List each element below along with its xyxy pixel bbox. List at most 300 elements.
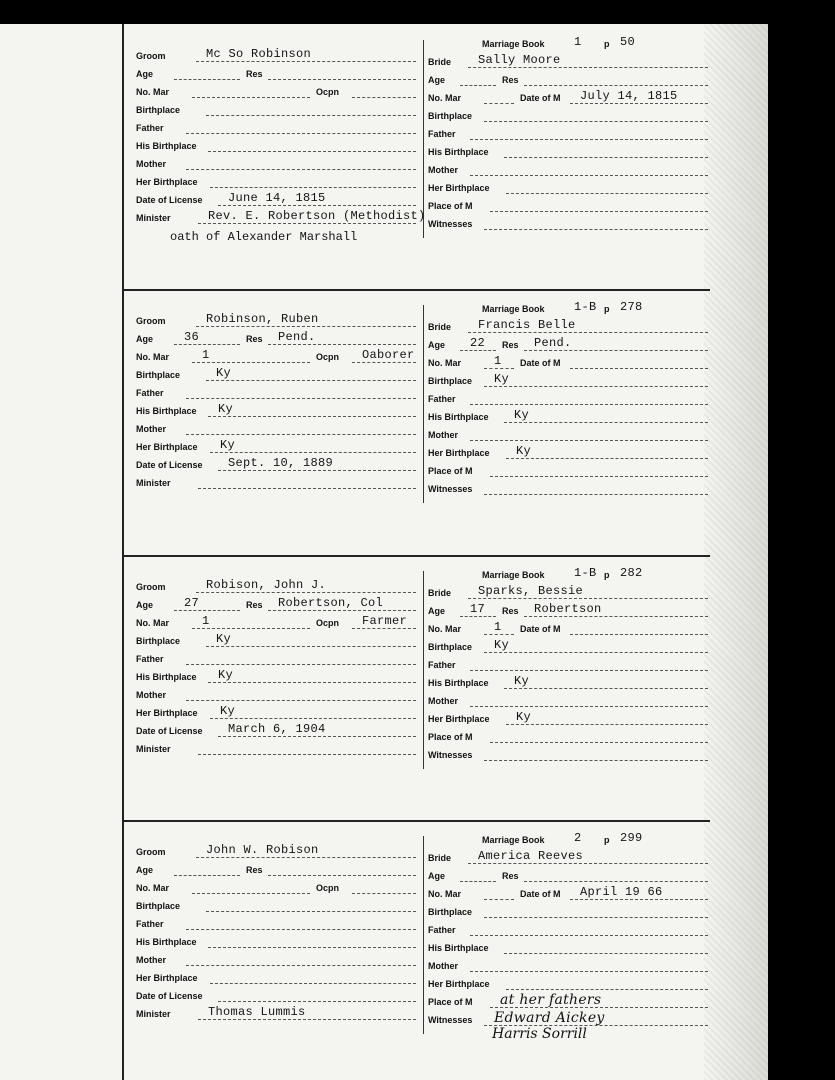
bride-witnesses-rule: [484, 229, 708, 230]
groom-father-rule: [186, 929, 416, 930]
groom-date-of-license-label: Date of License: [136, 460, 203, 470]
bride-her-birthplace-rule: [506, 193, 708, 194]
column-divider: [423, 305, 424, 503]
bride-age-field: [428, 72, 496, 89]
marriage-record-card: [0, 289, 768, 554]
groom-groom-value: Mc So Robinson: [206, 47, 312, 61]
bride-his-birthplace-label: His Birthplace: [428, 943, 489, 953]
groom-minister-field: [136, 209, 426, 227]
bride-bride-field: [428, 54, 708, 71]
bride-father-label: Father: [428, 129, 456, 139]
bride-his-birthplace-value: Ky: [514, 408, 530, 422]
bride-witnesses-rule: [484, 494, 708, 495]
bride-date-of-m-label: Date of M: [520, 358, 561, 368]
groom-mother-field: [136, 156, 416, 173]
bride-witnesses-label: Witnesses: [428, 484, 473, 494]
groom-mother-label: Mother: [136, 690, 166, 700]
groom-res-rule: [268, 79, 416, 80]
groom-date-of-license-label: Date of License: [136, 991, 203, 1001]
groom-mother-rule: [186, 700, 416, 701]
groom-ocpn-label: Ocpn: [316, 352, 340, 362]
bride-her-birthplace-rule: [506, 458, 708, 459]
groom-her-birthplace-field: [136, 705, 416, 722]
bride-no-mar-field: [428, 621, 514, 638]
marriage-book-label: Marriage Book: [482, 570, 545, 580]
bride-birthplace-label: Birthplace: [428, 907, 473, 917]
bride-place-of-m-rule: [490, 211, 708, 212]
groom-minister-field: [136, 741, 416, 758]
bride-birthplace-label: Birthplace: [428, 111, 473, 121]
bride-res-label: Res: [502, 75, 519, 85]
bride-bride-label: Bride: [428, 853, 452, 863]
groom-no-mar-field: [136, 349, 310, 366]
page-value: 278: [620, 300, 643, 314]
groom-father-field: [136, 120, 416, 137]
groom-no-mar-rule: [192, 362, 310, 363]
bride-no-mar-label: No. Mar: [428, 358, 462, 368]
groom-her-birthplace-value: Ky: [220, 438, 236, 452]
bride-place-of-m-label: Place of M: [428, 201, 473, 211]
groom-his-birthplace-value: Ky: [218, 668, 234, 682]
groom-age-label: Age: [136, 600, 154, 610]
groom-birthplace-value: Ky: [216, 366, 232, 380]
bride-father-label: Father: [428, 660, 456, 670]
bride-no-mar-label: No. Mar: [428, 889, 462, 899]
groom-no-mar-rule: [192, 628, 310, 629]
groom-mother-label: Mother: [136, 159, 166, 169]
groom-res-label: Res: [246, 69, 263, 79]
bride-date-of-m-field: [520, 355, 708, 372]
groom-minister-value: Rev. E. Robertson (Methodist): [208, 209, 426, 223]
groom-age-value: 27: [184, 596, 200, 610]
groom-age-label: Age: [136, 865, 154, 875]
bride-witnesses-value: Edward Aickey: [494, 1010, 605, 1026]
marriage-book-label: Marriage Book: [482, 39, 545, 49]
bride-age-field: [428, 868, 496, 885]
card-divider: [122, 289, 710, 291]
groom-her-birthplace-field: [136, 439, 416, 456]
bride-bride-field: [428, 585, 708, 602]
bride-her-birthplace-label: Her Birthplace: [428, 979, 490, 989]
bride-bride-field: [428, 319, 708, 336]
bride-her-birthplace-field: [428, 711, 708, 728]
bride-witnesses-rule: [484, 760, 708, 761]
bride-his-birthplace-value: Ky: [514, 674, 530, 688]
card-divider: [122, 555, 710, 557]
groom-birthplace-rule: [206, 380, 416, 381]
groom-father-rule: [186, 398, 416, 399]
bride-bride-field: [428, 850, 708, 867]
page-value: 282: [620, 566, 643, 580]
groom-father-field: [136, 651, 416, 668]
bride-her-birthplace-label: Her Birthplace: [428, 714, 490, 724]
groom-age-rule: [174, 875, 240, 876]
bride-date-of-m-value: July 14, 1815: [580, 89, 678, 103]
bride-age-label: Age: [428, 871, 446, 881]
bride-date-of-m-rule: [570, 634, 708, 635]
groom-his-birthplace-rule: [208, 151, 416, 152]
groom-date-of-license-field: [136, 723, 416, 740]
groom-her-birthplace-label: Her Birthplace: [136, 442, 198, 452]
bride-father-label: Father: [428, 925, 456, 935]
groom-date-of-license-field: [136, 192, 416, 209]
bride-her-birthplace-label: Her Birthplace: [428, 183, 490, 193]
bride-her-birthplace-field: [428, 180, 708, 197]
bride-res-field: [502, 603, 708, 620]
groom-his-birthplace-rule: [208, 947, 416, 948]
groom-res-label: Res: [246, 600, 263, 610]
bride-bride-label: Bride: [428, 322, 452, 332]
groom-birthplace-rule: [206, 911, 416, 912]
groom-groom-label: Groom: [136, 316, 166, 326]
bride-his-birthplace-field: [428, 409, 708, 426]
bride-res-label: Res: [502, 871, 519, 881]
groom-groom-field: [136, 48, 416, 65]
bride-age-value: 22: [470, 336, 486, 350]
groom-no-mar-rule: [192, 893, 310, 894]
bride-his-birthplace-label: His Birthplace: [428, 678, 489, 688]
groom-his-birthplace-label: His Birthplace: [136, 406, 197, 416]
bride-res-field: [502, 868, 708, 885]
bride-his-birthplace-rule: [504, 688, 708, 689]
bride-no-mar-rule: [484, 103, 514, 104]
bride-age-field: [428, 337, 496, 354]
groom-groom-label: Groom: [136, 847, 166, 857]
bride-mother-label: Mother: [428, 961, 458, 971]
groom-age-field: [136, 331, 240, 348]
groom-her-birthplace-field: [136, 970, 416, 987]
groom-age-value: 36: [184, 330, 200, 344]
bride-bride-label: Bride: [428, 57, 452, 67]
bride-his-birthplace-field: [428, 940, 708, 957]
bride-place-of-m-field: [428, 729, 708, 746]
bride-birthplace-rule: [484, 121, 708, 122]
marriage-book-label: Marriage Book: [482, 835, 545, 845]
groom-minister-field: [136, 1006, 416, 1023]
groom-res-field: [246, 66, 416, 83]
bride-birthplace-field: [428, 639, 708, 656]
bride-date-of-m-rule: [570, 368, 708, 369]
bride-birthplace-label: Birthplace: [428, 642, 473, 652]
bride-place-of-m-field: [428, 198, 708, 215]
bride-birthplace-value: Ky: [494, 638, 510, 652]
groom-birthplace-value: Ky: [216, 632, 232, 646]
bride-date-of-m-field: [520, 621, 708, 638]
bride-her-birthplace-rule: [506, 724, 708, 725]
bride-age-field: [428, 603, 496, 620]
bride-age-label: Age: [428, 606, 446, 616]
groom-res-value: Pend.: [278, 330, 316, 344]
groom-birthplace-label: Birthplace: [136, 636, 181, 646]
bride-father-rule: [470, 935, 708, 936]
bride-mother-field: [428, 162, 708, 179]
groom-his-birthplace-field: [136, 669, 416, 686]
second-witness: Harris Sorrill: [492, 1026, 587, 1042]
groom-birthplace-rule: [206, 115, 416, 116]
bride-birthplace-rule: [484, 386, 708, 387]
bride-mother-field: [428, 958, 708, 975]
page-value: 299: [620, 831, 643, 845]
groom-res-label: Res: [246, 865, 263, 875]
bride-her-birthplace-field: [428, 445, 708, 462]
bride-father-rule: [470, 404, 708, 405]
register-sheet: [0, 24, 768, 1080]
groom-date-of-license-label: Date of License: [136, 726, 203, 736]
bride-place-of-m-field: [428, 463, 708, 480]
bride-age-rule: [460, 85, 496, 86]
bride-place-of-m-label: Place of M: [428, 732, 473, 742]
groom-mother-rule: [186, 434, 416, 435]
bride-date-of-m-label: Date of M: [520, 889, 561, 899]
bride-bride-value: Francis Belle: [478, 318, 576, 332]
groom-no-mar-value: 1: [202, 614, 210, 628]
bride-no-mar-value: 1: [494, 620, 502, 634]
bride-his-birthplace-field: [428, 675, 708, 692]
groom-ocpn-field: [316, 84, 416, 101]
groom-age-field: [136, 66, 240, 83]
groom-res-label: Res: [246, 334, 263, 344]
bride-place-of-m-label: Place of M: [428, 466, 473, 476]
groom-groom-label: Groom: [136, 582, 166, 592]
groom-age-label: Age: [136, 334, 154, 344]
groom-birthplace-label: Birthplace: [136, 370, 181, 380]
marriage-book-field: [482, 36, 712, 53]
marriage-book-value: 1: [574, 35, 582, 49]
groom-ocpn-label: Ocpn: [316, 87, 340, 97]
groom-date-of-license-value: Sept. 10, 1889: [228, 456, 334, 470]
groom-ocpn-label: Ocpn: [316, 618, 340, 628]
page-label: p: [604, 304, 610, 314]
groom-groom-field: [136, 313, 416, 330]
bride-date-of-m-value: April 19 66: [580, 885, 663, 899]
groom-father-field: [136, 385, 416, 402]
bride-birthplace-rule: [484, 917, 708, 918]
groom-ocpn-label: Ocpn: [316, 883, 340, 893]
bride-date-of-m-label: Date of M: [520, 624, 561, 634]
bride-mother-field: [428, 427, 708, 444]
groom-her-birthplace-label: Her Birthplace: [136, 973, 198, 983]
bride-bride-label: Bride: [428, 588, 452, 598]
groom-birthplace-field: [136, 102, 416, 119]
groom-res-value: Robertson, Col: [278, 596, 384, 610]
bride-father-rule: [470, 670, 708, 671]
groom-date-of-license-value: March 6, 1904: [228, 722, 326, 736]
groom-res-field: [246, 597, 416, 614]
groom-father-field: [136, 916, 416, 933]
groom-ocpn-value: Farmer: [362, 614, 408, 628]
bride-no-mar-value: 1: [494, 354, 502, 368]
groom-ocpn-field: [316, 349, 416, 366]
groom-father-rule: [186, 664, 416, 665]
bride-place-of-m-rule: [490, 742, 708, 743]
groom-groom-field: [136, 579, 416, 596]
bride-no-mar-rule: [484, 899, 514, 900]
groom-minister-field: [136, 475, 416, 492]
groom-age-rule: [174, 79, 240, 80]
record-note: oath of Alexander Marshall: [170, 230, 358, 244]
bride-father-field: [428, 126, 708, 143]
groom-minister-label: Minister: [136, 213, 171, 223]
groom-ocpn-rule: [352, 893, 416, 894]
bride-mother-rule: [470, 175, 708, 176]
groom-his-birthplace-rule: [208, 416, 416, 417]
bride-witnesses-label: Witnesses: [428, 1015, 473, 1025]
bride-age-label: Age: [428, 340, 446, 350]
bride-witnesses-field: [428, 216, 708, 233]
bride-mother-field: [428, 693, 708, 710]
groom-groom-label: Groom: [136, 51, 166, 61]
bride-res-rule: [524, 85, 708, 86]
bride-birthplace-rule: [484, 652, 708, 653]
groom-mother-rule: [186, 169, 416, 170]
groom-mother-label: Mother: [136, 955, 166, 965]
bride-mother-rule: [470, 440, 708, 441]
groom-her-birthplace-rule: [210, 983, 416, 984]
groom-mother-field: [136, 687, 416, 704]
groom-res-field: [246, 331, 416, 348]
bride-no-mar-field: [428, 355, 514, 372]
bride-his-birthplace-rule: [504, 157, 708, 158]
bride-his-birthplace-field: [428, 144, 708, 161]
groom-mother-field: [136, 421, 416, 438]
groom-age-field: [136, 597, 240, 614]
groom-birthplace-field: [136, 898, 416, 915]
groom-mother-field: [136, 952, 416, 969]
column-divider: [423, 571, 424, 769]
marriage-book-label: Marriage Book: [482, 304, 545, 314]
groom-his-birthplace-field: [136, 934, 416, 951]
bride-witnesses-field: [428, 747, 708, 764]
bride-father-field: [428, 922, 708, 939]
groom-his-birthplace-field: [136, 138, 416, 155]
marriage-book-value: 2: [574, 831, 582, 845]
column-divider: [423, 836, 424, 1034]
groom-minister-rule: [198, 754, 416, 755]
bride-bride-value: Sally Moore: [478, 53, 561, 67]
groom-father-label: Father: [136, 388, 164, 398]
groom-her-birthplace-label: Her Birthplace: [136, 708, 198, 718]
groom-res-field: [246, 862, 416, 879]
groom-no-mar-label: No. Mar: [136, 87, 170, 97]
bride-place-of-m-rule: [490, 476, 708, 477]
page-label: p: [604, 570, 610, 580]
groom-no-mar-field: [136, 880, 310, 897]
bride-mother-rule: [470, 706, 708, 707]
groom-mother-rule: [186, 965, 416, 966]
bride-age-label: Age: [428, 75, 446, 85]
groom-date-of-license-field: [136, 988, 416, 1005]
groom-mother-label: Mother: [136, 424, 166, 434]
bride-father-field: [428, 657, 708, 674]
bride-res-label: Res: [502, 606, 519, 616]
bride-res-value: Pend.: [534, 336, 572, 350]
marriage-record-card: [0, 555, 768, 820]
page-label: p: [604, 39, 610, 49]
bride-birthplace-field: [428, 904, 708, 921]
groom-his-birthplace-field: [136, 403, 416, 420]
groom-age-label: Age: [136, 69, 154, 79]
groom-her-birthplace-label: Her Birthplace: [136, 177, 198, 187]
groom-no-mar-value: 1: [202, 348, 210, 362]
groom-minister-rule: [198, 488, 416, 489]
bride-date-of-m-field: [520, 90, 708, 107]
bride-father-rule: [470, 139, 708, 140]
bride-no-mar-field: [428, 90, 514, 107]
bride-place-of-m-field: [428, 994, 708, 1011]
groom-birthplace-field: [136, 367, 416, 384]
groom-ocpn-value: Oaborer: [362, 348, 415, 362]
groom-her-birthplace-value: Ky: [220, 704, 236, 718]
marriage-book-value: 1-B: [574, 300, 597, 314]
page-value: 50: [620, 35, 636, 49]
groom-no-mar-field: [136, 615, 310, 632]
bride-place-of-m-value: at her fathers: [500, 992, 602, 1008]
bride-date-of-m-label: Date of M: [520, 93, 561, 103]
marriage-book-value: 1-B: [574, 566, 597, 580]
groom-ocpn-rule: [352, 97, 416, 98]
bride-witnesses-field: [428, 481, 708, 498]
groom-her-birthplace-field: [136, 174, 416, 191]
bride-mother-label: Mother: [428, 430, 458, 440]
groom-no-mar-label: No. Mar: [136, 618, 170, 628]
bride-birthplace-field: [428, 373, 708, 390]
bride-her-birthplace-rule: [506, 989, 708, 990]
bride-place-of-m-label: Place of M: [428, 997, 473, 1007]
bride-witnesses-label: Witnesses: [428, 219, 473, 229]
bride-mother-label: Mother: [428, 165, 458, 175]
groom-minister-value: Thomas Lummis: [208, 1005, 306, 1019]
marriage-record-card: [0, 24, 768, 289]
bride-mother-rule: [470, 971, 708, 972]
groom-groom-value: Robinson, Ruben: [206, 312, 319, 326]
groom-her-birthplace-rule: [210, 187, 416, 188]
bride-her-birthplace-value: Ky: [516, 710, 532, 724]
bride-res-field: [502, 337, 708, 354]
groom-his-birthplace-label: His Birthplace: [136, 141, 197, 151]
bride-date-of-m-field: [520, 886, 708, 903]
groom-minister-label: Minister: [136, 1009, 171, 1019]
bride-res-rule: [524, 881, 708, 882]
groom-birthplace-rule: [206, 646, 416, 647]
page-label: p: [604, 835, 610, 845]
bride-his-birthplace-rule: [504, 422, 708, 423]
bride-his-birthplace-label: His Birthplace: [428, 147, 489, 157]
marriage-book-field: [482, 832, 712, 849]
groom-res-rule: [268, 875, 416, 876]
groom-father-label: Father: [136, 123, 164, 133]
bride-birthplace-value: Ky: [494, 372, 510, 386]
bride-father-field: [428, 391, 708, 408]
bride-her-birthplace-value: Ky: [516, 444, 532, 458]
groom-his-birthplace-label: His Birthplace: [136, 937, 197, 947]
groom-his-birthplace-value: Ky: [218, 402, 234, 416]
bride-res-label: Res: [502, 340, 519, 350]
groom-no-mar-label: No. Mar: [136, 352, 170, 362]
groom-birthplace-field: [136, 633, 416, 650]
bride-his-birthplace-rule: [504, 953, 708, 954]
groom-age-field: [136, 862, 240, 879]
marriage-record-card: [0, 820, 768, 1080]
groom-groom-value: John W. Robison: [206, 843, 319, 857]
groom-groom-value: Robison, John J.: [206, 578, 327, 592]
groom-birthplace-label: Birthplace: [136, 105, 181, 115]
groom-minister-label: Minister: [136, 478, 171, 488]
bride-no-mar-field: [428, 886, 514, 903]
groom-no-mar-field: [136, 84, 310, 101]
groom-date-of-license-value: June 14, 1815: [228, 191, 326, 205]
groom-her-birthplace-rule: [210, 452, 416, 453]
bride-his-birthplace-label: His Birthplace: [428, 412, 489, 422]
